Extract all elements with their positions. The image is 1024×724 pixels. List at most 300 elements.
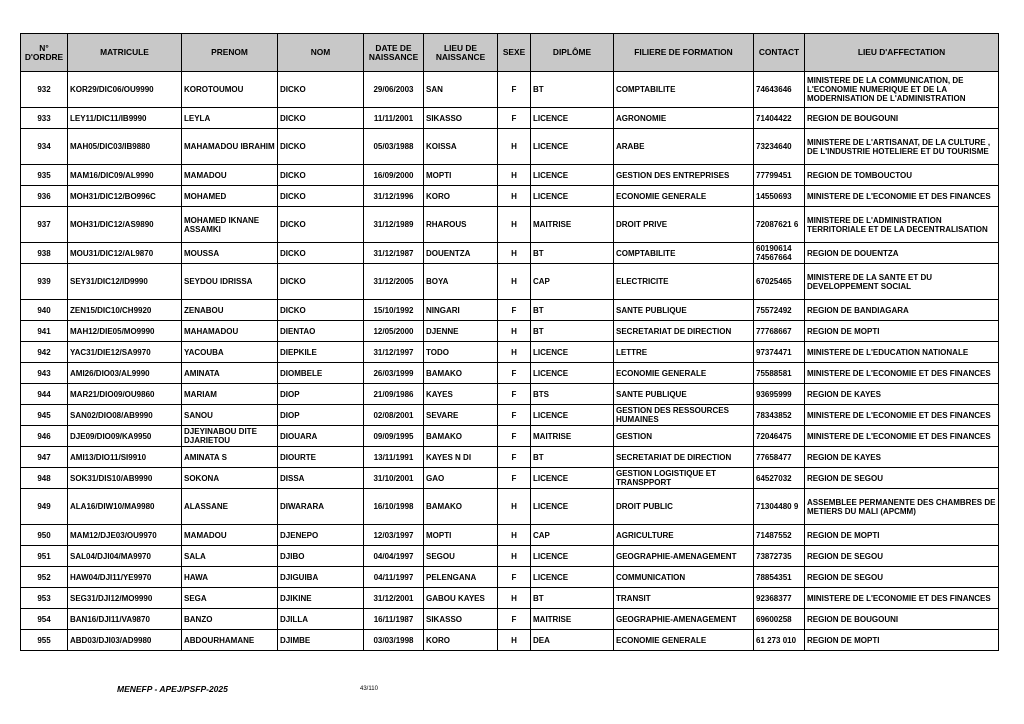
cell-matricule: BAN16/DJI11/VA9870	[68, 609, 182, 630]
cell-diplome: BT	[531, 300, 614, 321]
table-row	[21, 384, 999, 405]
cell-affectation: MINISTERE DE L'ECONOMIE ET DES FINANCES	[805, 426, 999, 447]
cell-diplome: BT	[531, 72, 614, 108]
column-header-filiere: FILIERE DE FORMATION	[614, 34, 754, 72]
cell-birth-place: BAMAKO	[424, 363, 498, 384]
cell-diplome: BT	[531, 243, 614, 264]
cell-birth-place: MOPTI	[424, 525, 498, 546]
cell-affectation: MINISTERE DE L'ADMINISTRATION TERRITORIALE ET DE LA DECENTRALISATION	[805, 207, 999, 243]
cell-order-number: 946	[21, 426, 68, 447]
cell-contact: 73872735	[754, 546, 805, 567]
cell-prenom: BANZO	[182, 609, 278, 630]
cell-diplome: LICENCE	[531, 186, 614, 207]
cell-birth-place: GAO	[424, 468, 498, 489]
cell-matricule: MAR21/DIO09/OU9860	[68, 384, 182, 405]
cell-filiere: LETTRE	[614, 342, 754, 363]
column-header-birth-date: DATE DE NAISSANCE	[364, 34, 424, 72]
cell-filiere: SECRETARIAT DE DIRECTION	[614, 321, 754, 342]
cell-filiere: SANTE PUBLIQUE	[614, 300, 754, 321]
cell-matricule: DJE09/DIO09/KA9950	[68, 426, 182, 447]
cell-birth-date: 31/12/2005	[364, 264, 424, 300]
cell-matricule: MAM12/DJE03/OU9970	[68, 525, 182, 546]
cell-diplome: LICENCE	[531, 468, 614, 489]
cell-order-number: 941	[21, 321, 68, 342]
cell-affectation: MINISTERE DE L'ECONOMIE ET DES FINANCES	[805, 363, 999, 384]
cell-filiere: ARABE	[614, 129, 754, 165]
cell-sexe: F	[498, 405, 531, 426]
cell-filiere: ECONOMIE GENERALE	[614, 630, 754, 651]
cell-affectation: REGION DE BOUGOUNI	[805, 108, 999, 129]
cell-prenom: HAWA	[182, 567, 278, 588]
cell-prenom: MAHAMADOU IBRAHIM	[182, 129, 278, 165]
cell-sexe: H	[498, 207, 531, 243]
cell-nom: DJIMBE	[278, 630, 364, 651]
cell-filiere: GEOGRAPHIE-AMENAGEMENT	[614, 609, 754, 630]
cell-diplome: MAITRISE	[531, 207, 614, 243]
cell-order-number: 942	[21, 342, 68, 363]
cell-nom: DJENEPO	[278, 525, 364, 546]
cell-contact: 69600258	[754, 609, 805, 630]
cell-diplome: LICENCE	[531, 108, 614, 129]
cell-prenom: AMINATA	[182, 363, 278, 384]
cell-matricule: YAC31/DIE12/SA9970	[68, 342, 182, 363]
column-header-diplome: DIPLÔME	[531, 34, 614, 72]
table-row	[21, 588, 999, 609]
cell-birth-date: 12/03/1997	[364, 525, 424, 546]
cell-birth-date: 05/03/1988	[364, 129, 424, 165]
cell-birth-place: MOPTI	[424, 165, 498, 186]
cell-affectation: ASSEMBLEE PERMANENTE DES CHAMBRES DE METIERS DU MALI (APCMM)	[805, 489, 999, 525]
table-row	[21, 165, 999, 186]
cell-birth-date: 26/03/1999	[364, 363, 424, 384]
cell-nom: DIOP	[278, 405, 364, 426]
cell-nom: DIOMBELE	[278, 363, 364, 384]
cell-order-number: 934	[21, 129, 68, 165]
table-row	[21, 405, 999, 426]
cell-birth-date: 04/11/1997	[364, 567, 424, 588]
table-row	[21, 546, 999, 567]
cell-nom: DIEPKILE	[278, 342, 364, 363]
cell-matricule: MOH31/DIC12/AS9890	[68, 207, 182, 243]
cell-sexe: F	[498, 447, 531, 468]
cell-filiere: GESTION DES ENTREPRISES	[614, 165, 754, 186]
cell-sexe: H	[498, 264, 531, 300]
cell-contact: 75572492	[754, 300, 805, 321]
cell-order-number: 944	[21, 384, 68, 405]
cell-affectation: MINISTERE DE LA SANTE ET DU DEVELOPPEMENT SOCIAL	[805, 264, 999, 300]
cell-diplome: DEA	[531, 630, 614, 651]
cell-contact: 71487552	[754, 525, 805, 546]
cell-filiere: GEOGRAPHIE-AMENAGEMENT	[614, 546, 754, 567]
cell-matricule: KOR29/DIC06/OU9990	[68, 72, 182, 108]
footer-source: MENEFP - APEJ/PSFP-2025	[117, 684, 228, 694]
cell-matricule: ALA16/DIW10/MA9980	[68, 489, 182, 525]
cell-nom: DIWARARA	[278, 489, 364, 525]
cell-sexe: H	[498, 165, 531, 186]
cell-sexe: H	[498, 546, 531, 567]
cell-matricule: SAN02/DIO08/AB9990	[68, 405, 182, 426]
cell-prenom: KOROTOUMOU	[182, 72, 278, 108]
cell-filiere: SECRETARIAT DE DIRECTION	[614, 447, 754, 468]
cell-prenom: MOUSSA	[182, 243, 278, 264]
cell-affectation: REGION DE KAYES	[805, 384, 999, 405]
cell-diplome: BTS	[531, 384, 614, 405]
table-row	[21, 264, 999, 300]
table-row	[21, 468, 999, 489]
cell-nom: DJILLA	[278, 609, 364, 630]
cell-order-number: 947	[21, 447, 68, 468]
cell-nom: DJIBO	[278, 546, 364, 567]
cell-sexe: H	[498, 342, 531, 363]
cell-birth-date: 13/11/1991	[364, 447, 424, 468]
cell-prenom: ABDOURHAMANE	[182, 630, 278, 651]
cell-contact: 61 273 010	[754, 630, 805, 651]
cell-diplome: LICENCE	[531, 129, 614, 165]
cell-diplome: CAP	[531, 264, 614, 300]
cell-affectation: REGION DE MOPTI	[805, 630, 999, 651]
cell-birth-date: 31/12/1996	[364, 186, 424, 207]
cell-contact: 60190614 74567664	[754, 243, 805, 264]
cell-diplome: LICENCE	[531, 342, 614, 363]
cell-sexe: F	[498, 426, 531, 447]
cell-prenom: MARIAM	[182, 384, 278, 405]
cell-prenom: MAMADOU	[182, 165, 278, 186]
table-row	[21, 567, 999, 588]
cell-contact: 97374471	[754, 342, 805, 363]
cell-sexe: H	[498, 321, 531, 342]
cell-diplome: LICENCE	[531, 405, 614, 426]
assignment-table	[20, 33, 999, 651]
cell-contact: 75588581	[754, 363, 805, 384]
cell-birth-place: SEGOU	[424, 546, 498, 567]
cell-diplome: LICENCE	[531, 363, 614, 384]
cell-prenom: MOHAMED	[182, 186, 278, 207]
cell-sexe: H	[498, 588, 531, 609]
cell-birth-place: TODO	[424, 342, 498, 363]
table-row	[21, 300, 999, 321]
cell-filiere: GESTION DES RESSOURCES HUMAINES	[614, 405, 754, 426]
cell-nom: DICKO	[278, 108, 364, 129]
cell-filiere: GESTION LOGISTIQUE ET TRANSPPORT	[614, 468, 754, 489]
column-header-nom: NOM	[278, 34, 364, 72]
column-header-sexe: SEXE	[498, 34, 531, 72]
cell-affectation: MINISTERE DE L'ECONOMIE ET DES FINANCES	[805, 186, 999, 207]
table-row	[21, 609, 999, 630]
table-row	[21, 447, 999, 468]
cell-matricule: ABD03/DJI03/AD9980	[68, 630, 182, 651]
cell-birth-place: SIKASSO	[424, 108, 498, 129]
cell-diplome: CAP	[531, 525, 614, 546]
cell-order-number: 937	[21, 207, 68, 243]
cell-affectation: REGION DE BOUGOUNI	[805, 609, 999, 630]
cell-affectation: MINISTERE DE L'ARTISANAT, DE LA CULTURE , DE L'INDUSTRIE HOTELIERE ET DU TOURISME	[805, 129, 999, 165]
cell-affectation: REGION DE MOPTI	[805, 525, 999, 546]
cell-filiere: ECONOMIE GENERALE	[614, 363, 754, 384]
cell-diplome: MAITRISE	[531, 609, 614, 630]
cell-contact: 92368377	[754, 588, 805, 609]
table-header-row	[21, 34, 999, 72]
cell-contact: 93695999	[754, 384, 805, 405]
cell-nom: DICKO	[278, 207, 364, 243]
cell-filiere: DROIT PUBLIC	[614, 489, 754, 525]
cell-matricule: MOH31/DIC12/BO996C	[68, 186, 182, 207]
cell-nom: DICKO	[278, 72, 364, 108]
table-row	[21, 363, 999, 384]
cell-order-number: 954	[21, 609, 68, 630]
cell-matricule: LEY11/DIC11/IB9990	[68, 108, 182, 129]
cell-sexe: F	[498, 363, 531, 384]
cell-affectation: MINISTERE DE LA COMMUNICATION, DE L'ECONOMIE NUMERIQUE ET DE LA MODERNISATION DE L'ADMINISTRATION	[805, 72, 999, 108]
cell-affectation: MINISTERE DE L'ECONOMIE ET DES FINANCES	[805, 588, 999, 609]
cell-prenom: MAHAMADOU	[182, 321, 278, 342]
cell-order-number: 945	[21, 405, 68, 426]
cell-birth-date: 04/04/1997	[364, 546, 424, 567]
cell-sexe: H	[498, 243, 531, 264]
cell-birth-place: KAYES	[424, 384, 498, 405]
cell-prenom: SEYDOU IDRISSA	[182, 264, 278, 300]
cell-diplome: LICENCE	[531, 165, 614, 186]
cell-filiere: AGRICULTURE	[614, 525, 754, 546]
cell-order-number: 955	[21, 630, 68, 651]
cell-filiere: TRANSIT	[614, 588, 754, 609]
cell-order-number: 952	[21, 567, 68, 588]
cell-diplome: MAITRISE	[531, 426, 614, 447]
cell-prenom: SOKONA	[182, 468, 278, 489]
cell-birth-date: 31/12/1987	[364, 243, 424, 264]
cell-birth-place: KOISSA	[424, 129, 498, 165]
cell-filiere: COMMUNICATION	[614, 567, 754, 588]
cell-affectation: REGION DE KAYES	[805, 447, 999, 468]
cell-nom: DICKO	[278, 165, 364, 186]
cell-birth-date: 31/10/2001	[364, 468, 424, 489]
cell-nom: DIENTAO	[278, 321, 364, 342]
cell-affectation: REGION DE BANDIAGARA	[805, 300, 999, 321]
cell-birth-date: 16/11/1987	[364, 609, 424, 630]
cell-diplome: BT	[531, 447, 614, 468]
cell-birth-place: DJENNE	[424, 321, 498, 342]
cell-birth-place: KAYES N DI	[424, 447, 498, 468]
cell-filiere: GESTION	[614, 426, 754, 447]
cell-contact: 77768667	[754, 321, 805, 342]
cell-matricule: ZEN15/DIC10/CH9920	[68, 300, 182, 321]
cell-filiere: ELECTRICITE	[614, 264, 754, 300]
page-number: 43/110	[360, 686, 378, 692]
cell-birth-date: 16/10/1998	[364, 489, 424, 525]
column-header-matricule: MATRICULE	[68, 34, 182, 72]
cell-birth-place: RHAROUS	[424, 207, 498, 243]
cell-matricule: SAL04/DJI04/MA9970	[68, 546, 182, 567]
table-row	[21, 243, 999, 264]
table-row	[21, 342, 999, 363]
cell-prenom: ALASSANE	[182, 489, 278, 525]
cell-filiere: SANTE PUBLIQUE	[614, 384, 754, 405]
cell-diplome: LICENCE	[531, 567, 614, 588]
cell-prenom: DJEYINABOU DITE DJARIETOU	[182, 426, 278, 447]
cell-order-number: 939	[21, 264, 68, 300]
cell-birth-place: BAMAKO	[424, 489, 498, 525]
cell-matricule: AMI13/DIO11/SI9910	[68, 447, 182, 468]
cell-sexe: F	[498, 609, 531, 630]
cell-sexe: H	[498, 186, 531, 207]
cell-sexe: H	[498, 630, 531, 651]
cell-matricule: SEG31/DJI12/MO9990	[68, 588, 182, 609]
cell-order-number: 935	[21, 165, 68, 186]
cell-order-number: 949	[21, 489, 68, 525]
cell-sexe: H	[498, 129, 531, 165]
cell-order-number: 950	[21, 525, 68, 546]
cell-order-number: 951	[21, 546, 68, 567]
cell-nom: DIOP	[278, 384, 364, 405]
cell-contact: 77799451	[754, 165, 805, 186]
cell-contact: 14550693	[754, 186, 805, 207]
cell-contact: 74643646	[754, 72, 805, 108]
cell-birth-place: NINGARI	[424, 300, 498, 321]
table-row	[21, 489, 999, 525]
cell-order-number: 932	[21, 72, 68, 108]
cell-nom: DIOURTE	[278, 447, 364, 468]
cell-matricule: MAM16/DIC09/AL9990	[68, 165, 182, 186]
cell-nom: DICKO	[278, 300, 364, 321]
cell-birth-date: 15/10/1992	[364, 300, 424, 321]
cell-prenom: SEGA	[182, 588, 278, 609]
cell-birth-date: 16/09/2000	[364, 165, 424, 186]
cell-prenom: ZENABOU	[182, 300, 278, 321]
cell-contact: 78343852	[754, 405, 805, 426]
cell-sexe: H	[498, 489, 531, 525]
cell-birth-date: 31/12/1997	[364, 342, 424, 363]
cell-sexe: F	[498, 72, 531, 108]
table-row	[21, 186, 999, 207]
cell-contact: 72087621 6	[754, 207, 805, 243]
cell-birth-date: 12/05/2000	[364, 321, 424, 342]
table-row	[21, 630, 999, 651]
cell-sexe: F	[498, 384, 531, 405]
cell-prenom: SALA	[182, 546, 278, 567]
table-row	[21, 129, 999, 165]
cell-prenom: LEYLA	[182, 108, 278, 129]
cell-diplome: LICENCE	[531, 546, 614, 567]
cell-nom: DICKO	[278, 264, 364, 300]
cell-filiere: AGRONOMIE	[614, 108, 754, 129]
cell-matricule: SOK31/DIS10/AB9990	[68, 468, 182, 489]
cell-order-number: 940	[21, 300, 68, 321]
cell-matricule: HAW04/DJI11/YE9970	[68, 567, 182, 588]
cell-nom: DICKO	[278, 243, 364, 264]
cell-diplome: BT	[531, 588, 614, 609]
cell-birth-place: PELENGANA	[424, 567, 498, 588]
cell-affectation: MINISTERE DE L'ECONOMIE ET DES FINANCES	[805, 405, 999, 426]
cell-order-number: 948	[21, 468, 68, 489]
cell-prenom: SANOU	[182, 405, 278, 426]
cell-contact: 78854351	[754, 567, 805, 588]
cell-birth-place: SIKASSO	[424, 609, 498, 630]
table-row	[21, 108, 999, 129]
table-row	[21, 207, 999, 243]
cell-contact: 67025465	[754, 264, 805, 300]
cell-birth-place: BOYA	[424, 264, 498, 300]
cell-filiere: COMPTABILITE	[614, 243, 754, 264]
cell-prenom: AMINATA S	[182, 447, 278, 468]
cell-birth-place: SEVARE	[424, 405, 498, 426]
cell-nom: DICKO	[278, 129, 364, 165]
cell-contact: 73234640	[754, 129, 805, 165]
column-header-birth-place: LIEU DE NAISSANCE	[424, 34, 498, 72]
cell-prenom: YACOUBA	[182, 342, 278, 363]
cell-sexe: H	[498, 525, 531, 546]
cell-contact: 77658477	[754, 447, 805, 468]
cell-birth-date: 31/12/1989	[364, 207, 424, 243]
cell-affectation: MINISTERE DE L'EDUCATION NATIONALE	[805, 342, 999, 363]
cell-matricule: SEY31/DIC12/ID9990	[68, 264, 182, 300]
cell-birth-date: 21/09/1986	[364, 384, 424, 405]
cell-order-number: 953	[21, 588, 68, 609]
table-row	[21, 426, 999, 447]
cell-birth-date: 09/09/1995	[364, 426, 424, 447]
cell-sexe: F	[498, 567, 531, 588]
cell-filiere: ECONOMIE GENERALE	[614, 186, 754, 207]
cell-contact: 72046475	[754, 426, 805, 447]
cell-affectation: REGION DE SEGOU	[805, 546, 999, 567]
cell-order-number: 936	[21, 186, 68, 207]
cell-nom: DISSA	[278, 468, 364, 489]
cell-matricule: AMI26/DIO03/AL9990	[68, 363, 182, 384]
cell-contact: 64527032	[754, 468, 805, 489]
cell-birth-place: KORO	[424, 186, 498, 207]
cell-diplome: LICENCE	[531, 489, 614, 525]
cell-birth-place: KORO	[424, 630, 498, 651]
column-header-contact: CONTACT	[754, 34, 805, 72]
cell-filiere: COMPTABILITE	[614, 72, 754, 108]
cell-affectation: REGION DE TOMBOUCTOU	[805, 165, 999, 186]
cell-nom: DIOUARA	[278, 426, 364, 447]
cell-order-number: 938	[21, 243, 68, 264]
cell-order-number: 943	[21, 363, 68, 384]
cell-sexe: F	[498, 108, 531, 129]
cell-birth-date: 02/08/2001	[364, 405, 424, 426]
cell-affectation: REGION DE MOPTI	[805, 321, 999, 342]
cell-affectation: REGION DE SEGOU	[805, 468, 999, 489]
cell-nom: DJIGUIBA	[278, 567, 364, 588]
cell-contact: 71404422	[754, 108, 805, 129]
cell-affectation: REGION DE SEGOU	[805, 567, 999, 588]
cell-sexe: F	[498, 300, 531, 321]
cell-birth-date: 31/12/2001	[364, 588, 424, 609]
cell-birth-place: GABOU KAYES	[424, 588, 498, 609]
column-header-order-number: N° D'ORDRE	[21, 34, 68, 72]
cell-contact: 71304480 9	[754, 489, 805, 525]
cell-matricule: MAH12/DIE05/MO9990	[68, 321, 182, 342]
cell-birth-date: 29/06/2003	[364, 72, 424, 108]
cell-birth-place: BAMAKO	[424, 426, 498, 447]
cell-matricule: MOU31/DIC12/AL9870	[68, 243, 182, 264]
column-header-prenom: PRENOM	[182, 34, 278, 72]
column-header-affectation: LIEU D'AFFECTATION	[805, 34, 999, 72]
cell-diplome: BT	[531, 321, 614, 342]
cell-matricule: MAH05/DIC03/IB9880	[68, 129, 182, 165]
cell-nom: DJIKINE	[278, 588, 364, 609]
cell-prenom: MAMADOU	[182, 525, 278, 546]
cell-prenom: MOHAMED IKNANE ASSAMKI	[182, 207, 278, 243]
cell-affectation: REGION DE DOUENTZA	[805, 243, 999, 264]
table-row	[21, 321, 999, 342]
cell-sexe: F	[498, 468, 531, 489]
cell-birth-date: 03/03/1998	[364, 630, 424, 651]
cell-order-number: 933	[21, 108, 68, 129]
cell-nom: DICKO	[278, 186, 364, 207]
table-row	[21, 72, 999, 108]
cell-filiere: DROIT PRIVE	[614, 207, 754, 243]
cell-birth-place: SAN	[424, 72, 498, 108]
